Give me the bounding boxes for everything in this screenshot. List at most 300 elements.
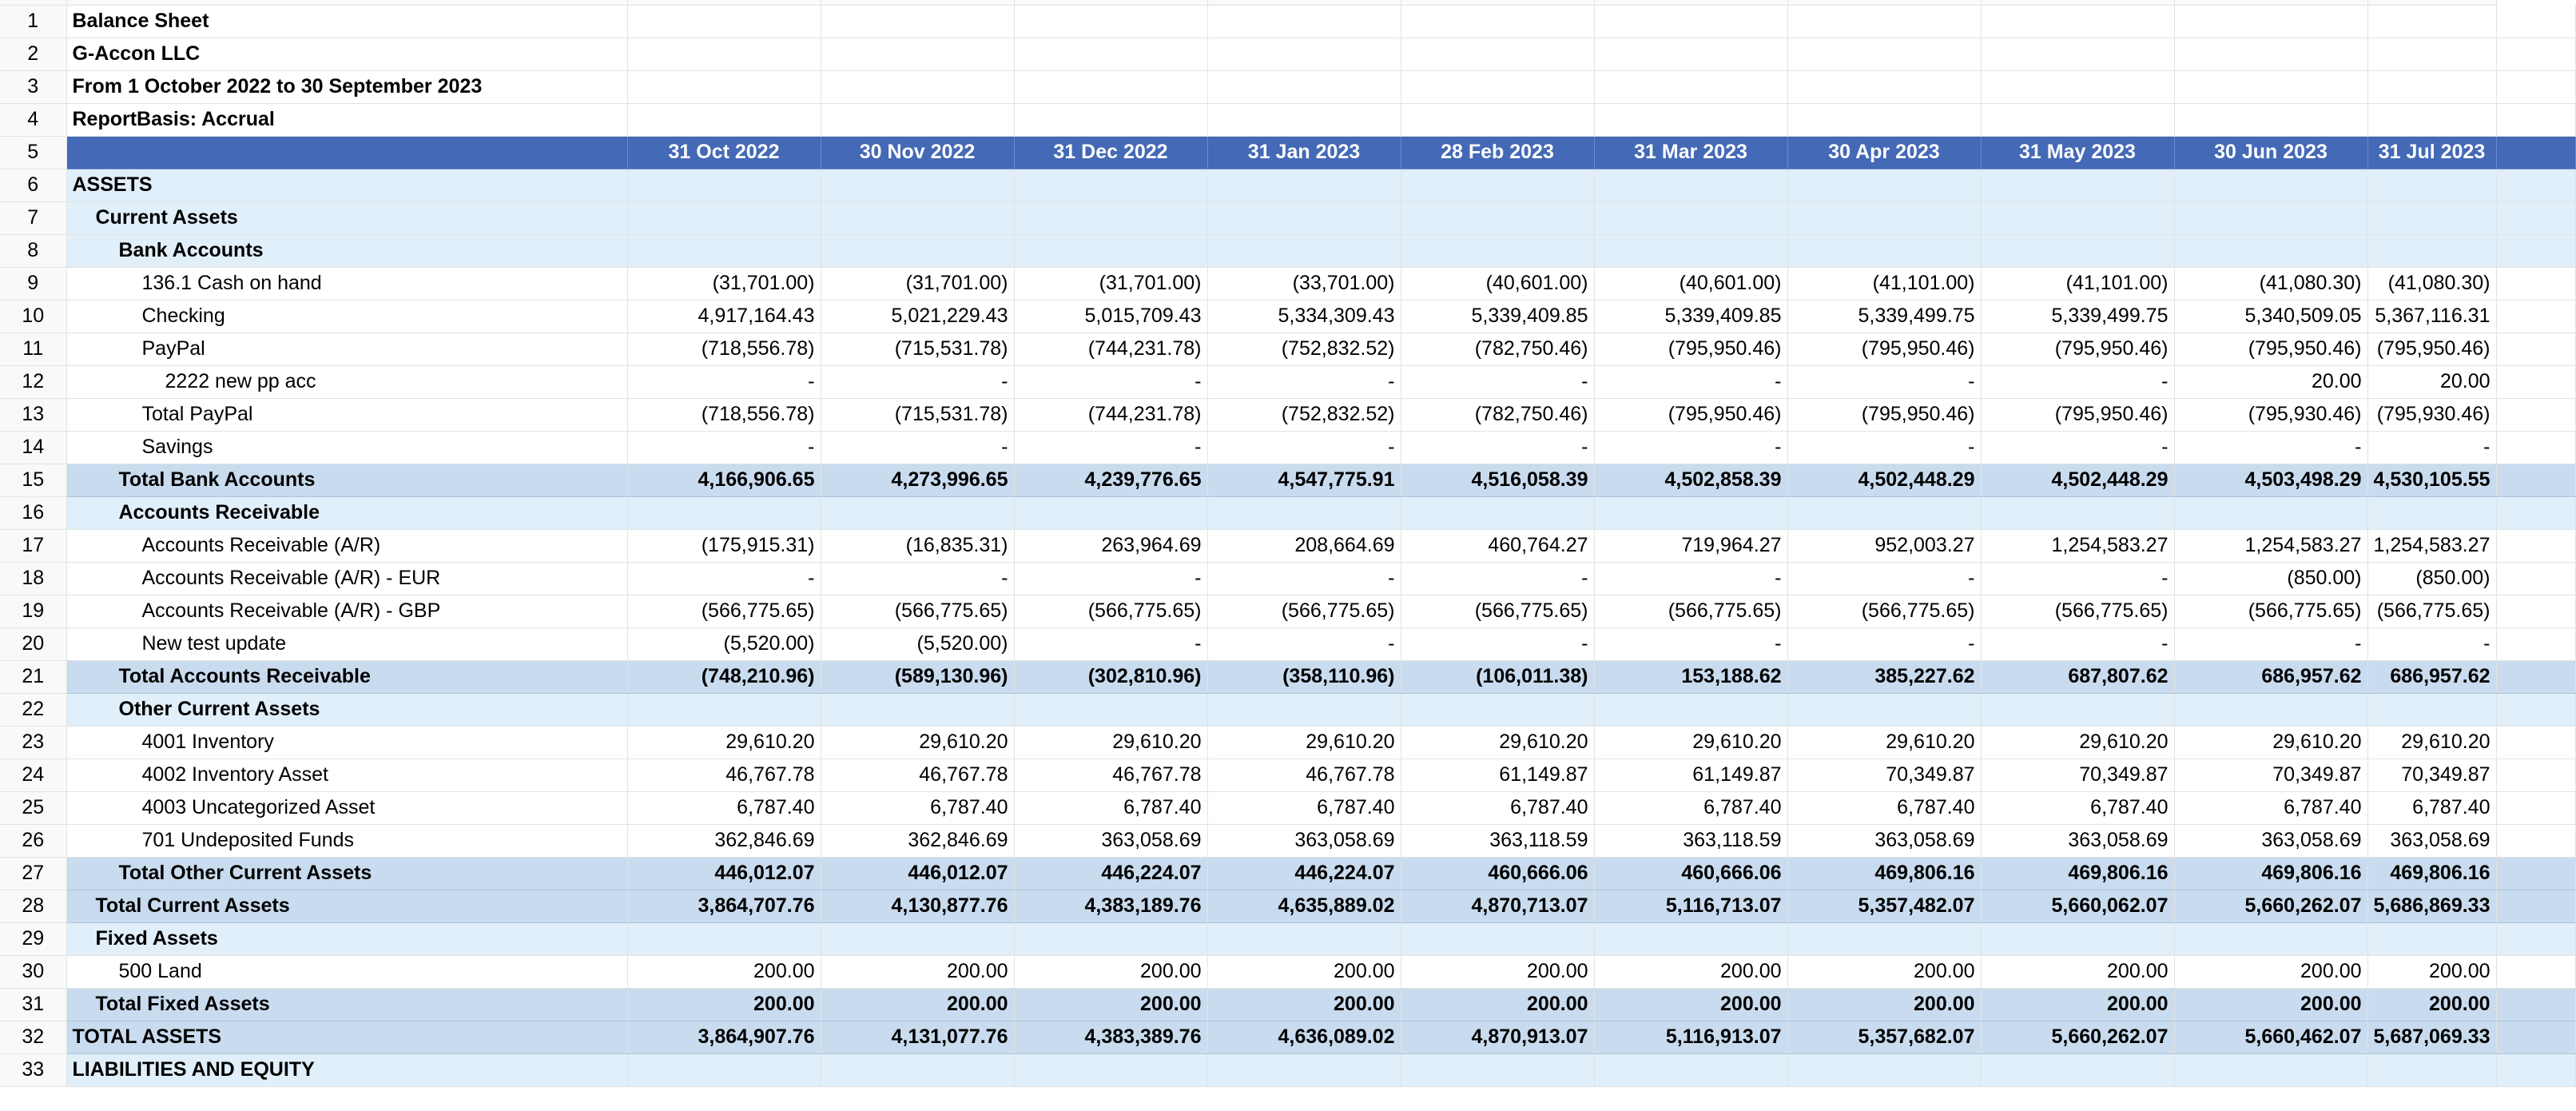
value-cell[interactable] [1981,496,2174,529]
value-cell[interactable] [1207,201,1401,234]
empty-cell[interactable] [2496,496,2576,529]
value-cell[interactable] [2174,169,2367,201]
value-cell[interactable]: (752,832.52) [1207,398,1401,431]
value-cell[interactable] [1981,169,2174,201]
empty-cell[interactable] [2496,922,2576,955]
row-label-cell[interactable]: PayPal [66,333,627,365]
value-cell[interactable]: 5,021,229.43 [821,300,1014,333]
month-header-cell[interactable]: 31 Jan 2023 [1207,136,1401,169]
value-cell[interactable]: - [1594,365,1787,398]
value-cell[interactable] [1401,201,1594,234]
value-cell[interactable]: (795,950.46) [1787,333,1981,365]
value-cell[interactable]: - [2174,627,2367,660]
row-number[interactable]: 19 [0,595,66,627]
row-number[interactable]: 25 [0,791,66,824]
empty-cell[interactable] [2496,890,2576,922]
value-cell[interactable] [2174,5,2367,38]
row-label-cell[interactable]: 4002 Inventory Asset [66,759,627,791]
month-header-cell[interactable]: 31 Oct 2022 [627,136,821,169]
empty-cell[interactable] [2496,988,2576,1021]
value-cell[interactable] [1981,693,2174,726]
value-cell[interactable]: 200.00 [1401,955,1594,988]
value-cell[interactable]: - [1981,562,2174,595]
value-cell[interactable] [1401,38,1594,70]
value-cell[interactable]: 200.00 [821,955,1014,988]
value-cell[interactable]: 446,224.07 [1207,857,1401,890]
value-cell[interactable]: 469,806.16 [2174,857,2367,890]
value-cell[interactable]: 29,610.20 [1981,726,2174,759]
value-cell[interactable]: (41,080.30) [2367,267,2496,300]
row-number[interactable]: 10 [0,300,66,333]
row-label-cell[interactable]: ReportBasis: Accrual [66,103,627,136]
value-cell[interactable]: 362,846.69 [821,824,1014,857]
value-cell[interactable]: (566,775.65) [2174,595,2367,627]
row-number[interactable]: 15 [0,464,66,496]
value-cell[interactable]: 446,224.07 [1014,857,1207,890]
value-cell[interactable] [2367,234,2496,267]
value-cell[interactable]: 4,273,996.65 [821,464,1014,496]
value-cell[interactable]: 200.00 [1787,955,1981,988]
value-cell[interactable] [821,201,1014,234]
value-cell[interactable]: 5,340,509.05 [2174,300,2367,333]
value-cell[interactable]: (795,950.46) [2367,333,2496,365]
value-cell[interactable]: 29,610.20 [1594,726,1787,759]
value-cell[interactable]: (31,701.00) [821,267,1014,300]
value-cell[interactable]: 3,864,707.76 [627,890,821,922]
value-cell[interactable]: 6,787.40 [1594,791,1787,824]
value-cell[interactable]: 61,149.87 [1594,759,1787,791]
value-cell[interactable] [1014,201,1207,234]
value-cell[interactable]: - [1594,562,1787,595]
value-cell[interactable] [821,103,1014,136]
value-cell[interactable]: (589,130.96) [821,660,1014,693]
value-cell[interactable]: (5,520.00) [627,627,821,660]
row-number[interactable]: 1 [0,5,66,38]
value-cell[interactable]: 363,118.59 [1401,824,1594,857]
empty-cell[interactable] [2496,169,2576,201]
value-cell[interactable] [2174,922,2367,955]
value-cell[interactable]: - [1014,627,1207,660]
value-cell[interactable] [1014,103,1207,136]
value-cell[interactable]: 4,530,105.55 [2367,464,2496,496]
value-cell[interactable]: 469,806.16 [1981,857,2174,890]
value-cell[interactable] [2367,922,2496,955]
value-cell[interactable]: (41,080.30) [2174,267,2367,300]
value-cell[interactable]: (795,950.46) [1787,398,1981,431]
month-header-cell[interactable]: 31 Jul 2023 [2367,136,2496,169]
value-cell[interactable]: 5,015,709.43 [1014,300,1207,333]
value-cell[interactable] [1787,169,1981,201]
value-cell[interactable]: (566,775.65) [821,595,1014,627]
value-cell[interactable]: 5,339,409.85 [1594,300,1787,333]
value-cell[interactable]: - [1401,627,1594,660]
value-cell[interactable]: 200.00 [1981,955,2174,988]
value-cell[interactable]: 363,058.69 [2174,824,2367,857]
row-label-cell[interactable]: Balance Sheet [66,5,627,38]
value-cell[interactable]: - [1594,431,1787,464]
value-cell[interactable]: 5,660,462.07 [2174,1021,2367,1053]
value-cell[interactable]: (5,520.00) [821,627,1014,660]
value-cell[interactable]: - [1401,431,1594,464]
value-cell[interactable]: 46,767.78 [821,759,1014,791]
value-cell[interactable] [2367,38,2496,70]
value-cell[interactable]: (566,775.65) [1981,595,2174,627]
value-cell[interactable] [1594,496,1787,529]
value-cell[interactable] [1787,693,1981,726]
value-cell[interactable]: 200.00 [1401,988,1594,1021]
value-cell[interactable]: 460,666.06 [1594,857,1787,890]
value-cell[interactable] [1207,169,1401,201]
value-cell[interactable]: (795,930.46) [2367,398,2496,431]
value-cell[interactable]: 460,666.06 [1401,857,1594,890]
value-cell[interactable]: 4,131,077.76 [821,1021,1014,1053]
value-cell[interactable]: 6,787.40 [1401,791,1594,824]
value-cell[interactable]: 20.00 [2174,365,2367,398]
value-cell[interactable]: (41,101.00) [1981,267,2174,300]
value-cell[interactable]: 200.00 [1014,988,1207,1021]
value-cell[interactable]: (40,601.00) [1594,267,1787,300]
empty-cell[interactable] [2496,398,2576,431]
value-cell[interactable] [2174,103,2367,136]
row-label-cell[interactable]: Total Bank Accounts [66,464,627,496]
row-number[interactable]: 26 [0,824,66,857]
value-cell[interactable] [1594,201,1787,234]
row-number[interactable]: 17 [0,529,66,562]
value-cell[interactable] [1401,693,1594,726]
month-header-cell[interactable]: 31 Mar 2023 [1594,136,1787,169]
empty-cell[interactable] [2496,5,2576,38]
value-cell[interactable] [821,38,1014,70]
value-cell[interactable]: 5,367,116.31 [2367,300,2496,333]
value-cell[interactable] [1207,38,1401,70]
month-header-cell[interactable]: 30 Jun 2023 [2174,136,2367,169]
value-cell[interactable]: - [1787,562,1981,595]
value-cell[interactable] [2367,201,2496,234]
value-cell[interactable] [1014,1053,1207,1086]
value-cell[interactable]: 1,254,583.27 [1981,529,2174,562]
value-cell[interactable] [821,70,1014,103]
value-cell[interactable]: 200.00 [627,955,821,988]
value-cell[interactable]: 5,339,499.75 [1981,300,2174,333]
value-cell[interactable]: 4,503,498.29 [2174,464,2367,496]
value-cell[interactable] [2367,693,2496,726]
empty-cell[interactable] [2496,955,2576,988]
row-number[interactable]: 33 [0,1053,66,1086]
value-cell[interactable]: - [1981,431,2174,464]
row-number[interactable]: 6 [0,169,66,201]
value-cell[interactable]: 363,058.69 [1787,824,1981,857]
value-cell[interactable]: - [627,562,821,595]
value-cell[interactable]: 200.00 [2367,955,2496,988]
value-cell[interactable]: (31,701.00) [627,267,821,300]
empty-cell[interactable] [2496,201,2576,234]
empty-cell[interactable] [2496,759,2576,791]
row-number[interactable]: 5 [0,136,66,169]
value-cell[interactable]: 5,357,682.07 [1787,1021,1981,1053]
value-cell[interactable] [1981,201,2174,234]
value-cell[interactable]: 4,166,906.65 [627,464,821,496]
value-cell[interactable]: (106,011.38) [1401,660,1594,693]
value-cell[interactable] [627,234,821,267]
month-header-cell[interactable]: 30 Apr 2023 [1787,136,1981,169]
value-cell[interactable]: 4,502,448.29 [1981,464,2174,496]
empty-cell[interactable] [2496,38,2576,70]
value-cell[interactable]: 200.00 [1594,955,1787,988]
value-cell[interactable] [1014,169,1207,201]
value-cell[interactable]: 29,610.20 [1787,726,1981,759]
value-cell[interactable] [2174,38,2367,70]
empty-cell[interactable] [2496,627,2576,660]
value-cell[interactable]: - [2367,431,2496,464]
value-cell[interactable]: 200.00 [1594,988,1787,1021]
value-cell[interactable] [1594,103,1787,136]
value-cell[interactable]: 5,339,409.85 [1401,300,1594,333]
value-cell[interactable] [1594,5,1787,38]
value-cell[interactable]: 6,787.40 [2367,791,2496,824]
row-number[interactable]: 18 [0,562,66,595]
value-cell[interactable]: 200.00 [1981,988,2174,1021]
value-cell[interactable] [627,103,821,136]
value-cell[interactable]: 6,787.40 [821,791,1014,824]
value-cell[interactable]: 29,610.20 [1401,726,1594,759]
row-number[interactable]: 4 [0,103,66,136]
value-cell[interactable]: 200.00 [1207,988,1401,1021]
value-cell[interactable]: (795,950.46) [2174,333,2367,365]
value-cell[interactable]: 200.00 [821,988,1014,1021]
value-cell[interactable]: 29,610.20 [627,726,821,759]
value-cell[interactable]: - [1014,562,1207,595]
row-number[interactable]: 32 [0,1021,66,1053]
value-cell[interactable] [821,169,1014,201]
value-cell[interactable] [1014,70,1207,103]
empty-cell[interactable] [2496,464,2576,496]
empty-cell[interactable] [2496,267,2576,300]
value-cell[interactable]: 1,254,583.27 [2174,529,2367,562]
value-cell[interactable] [2174,496,2367,529]
value-cell[interactable]: 200.00 [627,988,821,1021]
value-cell[interactable] [821,693,1014,726]
row-label-cell[interactable]: Bank Accounts [66,234,627,267]
value-cell[interactable]: 469,806.16 [1787,857,1981,890]
value-cell[interactable]: (782,750.46) [1401,333,1594,365]
empty-cell[interactable] [2496,726,2576,759]
empty-cell[interactable] [2496,70,2576,103]
value-cell[interactable]: 952,003.27 [1787,529,1981,562]
value-cell[interactable]: - [2174,431,2367,464]
value-cell[interactable]: (748,210.96) [627,660,821,693]
value-cell[interactable] [627,201,821,234]
row-label-cell[interactable]: 4003 Uncategorized Asset [66,791,627,824]
row-label-cell[interactable]: ASSETS [66,169,627,201]
value-cell[interactable] [1401,103,1594,136]
value-cell[interactable] [1594,693,1787,726]
value-cell[interactable] [1014,234,1207,267]
value-cell[interactable]: - [1981,365,2174,398]
row-label-cell[interactable]: 4001 Inventory [66,726,627,759]
row-label-cell[interactable]: New test update [66,627,627,660]
value-cell[interactable]: 719,964.27 [1594,529,1787,562]
value-cell[interactable]: - [821,365,1014,398]
value-cell[interactable]: 4,870,713.07 [1401,890,1594,922]
row-number[interactable]: 8 [0,234,66,267]
value-cell[interactable] [2367,1053,2496,1086]
value-cell[interactable]: 4,502,858.39 [1594,464,1787,496]
value-cell[interactable] [1207,5,1401,38]
value-cell[interactable] [1401,5,1594,38]
row-number[interactable]: 2 [0,38,66,70]
row-label-cell[interactable]: Current Assets [66,201,627,234]
row-label-cell[interactable]: Accounts Receivable (A/R) [66,529,627,562]
value-cell[interactable]: 5,660,262.07 [1981,1021,2174,1053]
row-label-cell[interactable]: Fixed Assets [66,922,627,955]
value-cell[interactable] [2174,1053,2367,1086]
empty-cell[interactable] [2496,1021,2576,1053]
value-cell[interactable]: (850.00) [2174,562,2367,595]
row-label-cell[interactable]: 136.1 Cash on hand [66,267,627,300]
value-cell[interactable]: 4,383,389.76 [1014,1021,1207,1053]
value-cell[interactable]: 6,787.40 [1787,791,1981,824]
value-cell[interactable] [1207,234,1401,267]
value-cell[interactable] [2367,169,2496,201]
value-cell[interactable]: 446,012.07 [627,857,821,890]
value-cell[interactable]: 4,635,889.02 [1207,890,1401,922]
value-cell[interactable]: (566,775.65) [1014,595,1207,627]
value-cell[interactable] [1207,922,1401,955]
value-cell[interactable] [627,169,821,201]
empty-cell[interactable] [2496,234,2576,267]
value-cell[interactable]: - [1787,431,1981,464]
value-cell[interactable]: 5,357,482.07 [1787,890,1981,922]
value-cell[interactable] [821,1053,1014,1086]
row-label-cell[interactable]: G-Accon LLC [66,38,627,70]
value-cell[interactable] [1594,234,1787,267]
value-cell[interactable]: 4,383,189.76 [1014,890,1207,922]
row-number[interactable]: 30 [0,955,66,988]
value-cell[interactable] [1981,5,2174,38]
value-cell[interactable]: 46,767.78 [1014,759,1207,791]
value-cell[interactable] [1401,234,1594,267]
value-cell[interactable] [2367,70,2496,103]
value-cell[interactable]: 363,058.69 [1981,824,2174,857]
value-cell[interactable] [1787,234,1981,267]
value-cell[interactable] [627,922,821,955]
empty-cell[interactable] [2496,529,2576,562]
value-cell[interactable]: 4,870,913.07 [1401,1021,1594,1053]
value-cell[interactable] [1401,1053,1594,1086]
value-cell[interactable]: 20.00 [2367,365,2496,398]
row-number[interactable]: 9 [0,267,66,300]
value-cell[interactable] [2174,70,2367,103]
row-label-cell[interactable]: Savings [66,431,627,464]
value-cell[interactable] [2367,103,2496,136]
value-cell[interactable]: 687,807.62 [1981,660,2174,693]
value-cell[interactable] [1014,496,1207,529]
value-cell[interactable] [1401,169,1594,201]
value-cell[interactable] [821,5,1014,38]
empty-cell[interactable] [2496,791,2576,824]
empty-cell[interactable] [2496,103,2576,136]
value-cell[interactable] [2367,5,2496,38]
value-cell[interactable]: 200.00 [1787,988,1981,1021]
value-cell[interactable]: 29,610.20 [2367,726,2496,759]
empty-cell[interactable] [2496,660,2576,693]
value-cell[interactable]: 3,864,907.76 [627,1021,821,1053]
row-number[interactable]: 13 [0,398,66,431]
value-cell[interactable]: 200.00 [1207,955,1401,988]
value-cell[interactable]: - [1787,627,1981,660]
value-cell[interactable]: (40,601.00) [1401,267,1594,300]
empty-cell[interactable] [2496,562,2576,595]
row-number[interactable]: 14 [0,431,66,464]
value-cell[interactable]: (795,950.46) [1594,398,1787,431]
value-cell[interactable] [1594,1053,1787,1086]
value-cell[interactable] [821,496,1014,529]
value-cell[interactable]: (566,775.65) [627,595,821,627]
value-cell[interactable]: 200.00 [2367,988,2496,1021]
value-cell[interactable]: (718,556.78) [627,398,821,431]
value-cell[interactable]: (358,110.96) [1207,660,1401,693]
value-cell[interactable]: 29,610.20 [1207,726,1401,759]
value-cell[interactable]: 200.00 [2174,988,2367,1021]
value-cell[interactable] [627,70,821,103]
value-cell[interactable]: 686,957.62 [2174,660,2367,693]
value-cell[interactable]: (566,775.65) [1207,595,1401,627]
value-cell[interactable]: 363,118.59 [1594,824,1787,857]
value-cell[interactable]: (566,775.65) [1787,595,1981,627]
value-cell[interactable] [1014,922,1207,955]
value-cell[interactable] [1981,103,2174,136]
empty-cell[interactable] [2496,333,2576,365]
value-cell[interactable]: (715,531.78) [821,333,1014,365]
value-cell[interactable] [627,1053,821,1086]
value-cell[interactable]: - [1401,562,1594,595]
value-cell[interactable]: - [1207,562,1401,595]
value-cell[interactable]: (795,930.46) [2174,398,2367,431]
value-cell[interactable]: 469,806.16 [2367,857,2496,890]
value-cell[interactable]: - [1207,627,1401,660]
value-cell[interactable]: (850.00) [2367,562,2496,595]
value-cell[interactable]: 4,502,448.29 [1787,464,1981,496]
value-cell[interactable] [1787,922,1981,955]
value-cell[interactable] [821,234,1014,267]
empty-cell[interactable] [2496,431,2576,464]
row-number[interactable]: 7 [0,201,66,234]
row-label-cell[interactable]: Total Fixed Assets [66,988,627,1021]
empty-cell[interactable] [2496,365,2576,398]
value-cell[interactable]: (31,701.00) [1014,267,1207,300]
value-cell[interactable]: (795,950.46) [1981,398,2174,431]
value-cell[interactable]: 446,012.07 [821,857,1014,890]
value-cell[interactable]: 200.00 [2174,955,2367,988]
value-cell[interactable]: 6,787.40 [2174,791,2367,824]
row-label-cell[interactable] [66,136,627,169]
value-cell[interactable]: (718,556.78) [627,333,821,365]
value-cell[interactable]: (302,810.96) [1014,660,1207,693]
value-cell[interactable] [2367,496,2496,529]
row-number[interactable]: 12 [0,365,66,398]
row-label-cell[interactable]: Accounts Receivable (A/R) - EUR [66,562,627,595]
row-label-cell[interactable]: 701 Undeposited Funds [66,824,627,857]
value-cell[interactable] [1207,70,1401,103]
row-number[interactable]: 28 [0,890,66,922]
value-cell[interactable] [821,922,1014,955]
row-label-cell[interactable]: Total Other Current Assets [66,857,627,890]
value-cell[interactable]: 200.00 [1014,955,1207,988]
value-cell[interactable] [1401,496,1594,529]
row-label-cell[interactable]: 2222 new pp acc [66,365,627,398]
value-cell[interactable]: 363,058.69 [1014,824,1207,857]
row-number[interactable]: 21 [0,660,66,693]
